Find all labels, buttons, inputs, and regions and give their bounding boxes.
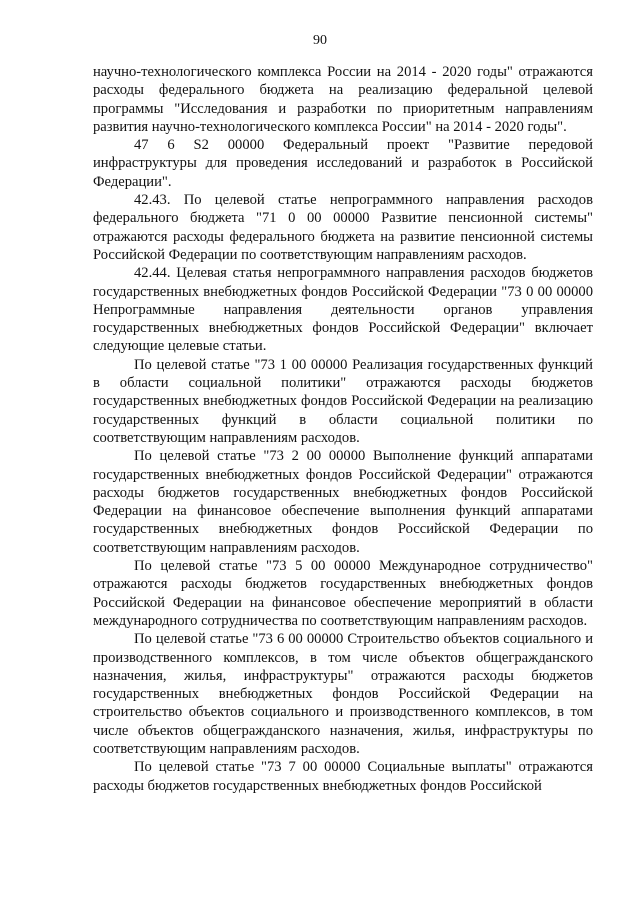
paragraph-73-6: По целевой статье "73 6 00 00000 Строительство объектов социального и производственного комплексов, в том числе объектов общегражданского назначения, жилья, инфраструктуры" отражаются расходы бюджетов государственных внебюджетных фондов Российской Федерации на строительство объектов социального и производственного комплексов, в том числе объектов общегражданского назначения, жилья, инфраструктуры по соответствующим направлениям расходов. (93, 631, 593, 757)
paragraph-federal-project-47-6-s2: 47 6 S2 00000 Федеральный проект "Развитие передовой инфраструктуры для проведения исследований и разработок в Российской Федерации". (93, 137, 593, 190)
document-body (93, 63, 593, 795)
paragraph-42-44: 42.44. Целевая статья непрограммного направления расходов бюджетов государственных внебюджетных фондов Российской Федерации "73 0 00 00000 Непрограммные направления деятельности органов управления государственных внебюджетных фондов Российской Федерации" включает следующие целевые статьи. (93, 265, 593, 355)
paragraph-73-2: По целевой статье "73 2 00 00000 Выполнение функций аппаратами государственных внебюджетных фондов Российской Федерации" отражаются расходы бюджетов государственных внебюджетных фондов Российской Федерации на финансовое обеспечение выполнения функций аппаратами государственных внебюджетных фондов Российской Федерации по соответствующим направлениям расходов. (93, 448, 593, 556)
paragraph-73-7: По целевой статье "73 7 00 00000 Социальные выплаты" отражаются расходы бюджетов государственных внебюджетных фондов Российской (93, 759, 593, 794)
paragraph-42-43: 42.43. По целевой статье непрограммного направления расходов федерального бюджета "71 0 00 00000 Развитие пенсионной системы" отражаются расходы федерального бюджета на развитие пенсионной системы Российской Федерации по соответствующим направлениям расходов. (93, 192, 593, 263)
paragraph-continuation: научно-технологического комплекса России на 2014 - 2020 годы" отражаются расходы федерального бюджета на реализацию федеральной целевой программы "Исследования и разработки по приоритетным направлениям развития научно-технологического комплекса России" на 2014 - 2020 годы". (93, 64, 593, 135)
paragraph-73-5: По целевой статье "73 5 00 00000 Международное сотрудничество" отражаются расходы бюджетов государственных внебюджетных фондов Российской Федерации на финансовое обеспечение мероприятий в области международного сотрудничества по соответствующим направлениям расходов. (93, 558, 593, 629)
page-number: 90 (313, 33, 327, 48)
paragraph-73-1: По целевой статье "73 1 00 00000 Реализация государственных функций в области социальной политики" отражаются расходы бюджетов государственных внебюджетных фондов Российской Федерации на реализацию государственных функций в области социальной политики по соответствующим направлениям расходов. (93, 356, 593, 446)
